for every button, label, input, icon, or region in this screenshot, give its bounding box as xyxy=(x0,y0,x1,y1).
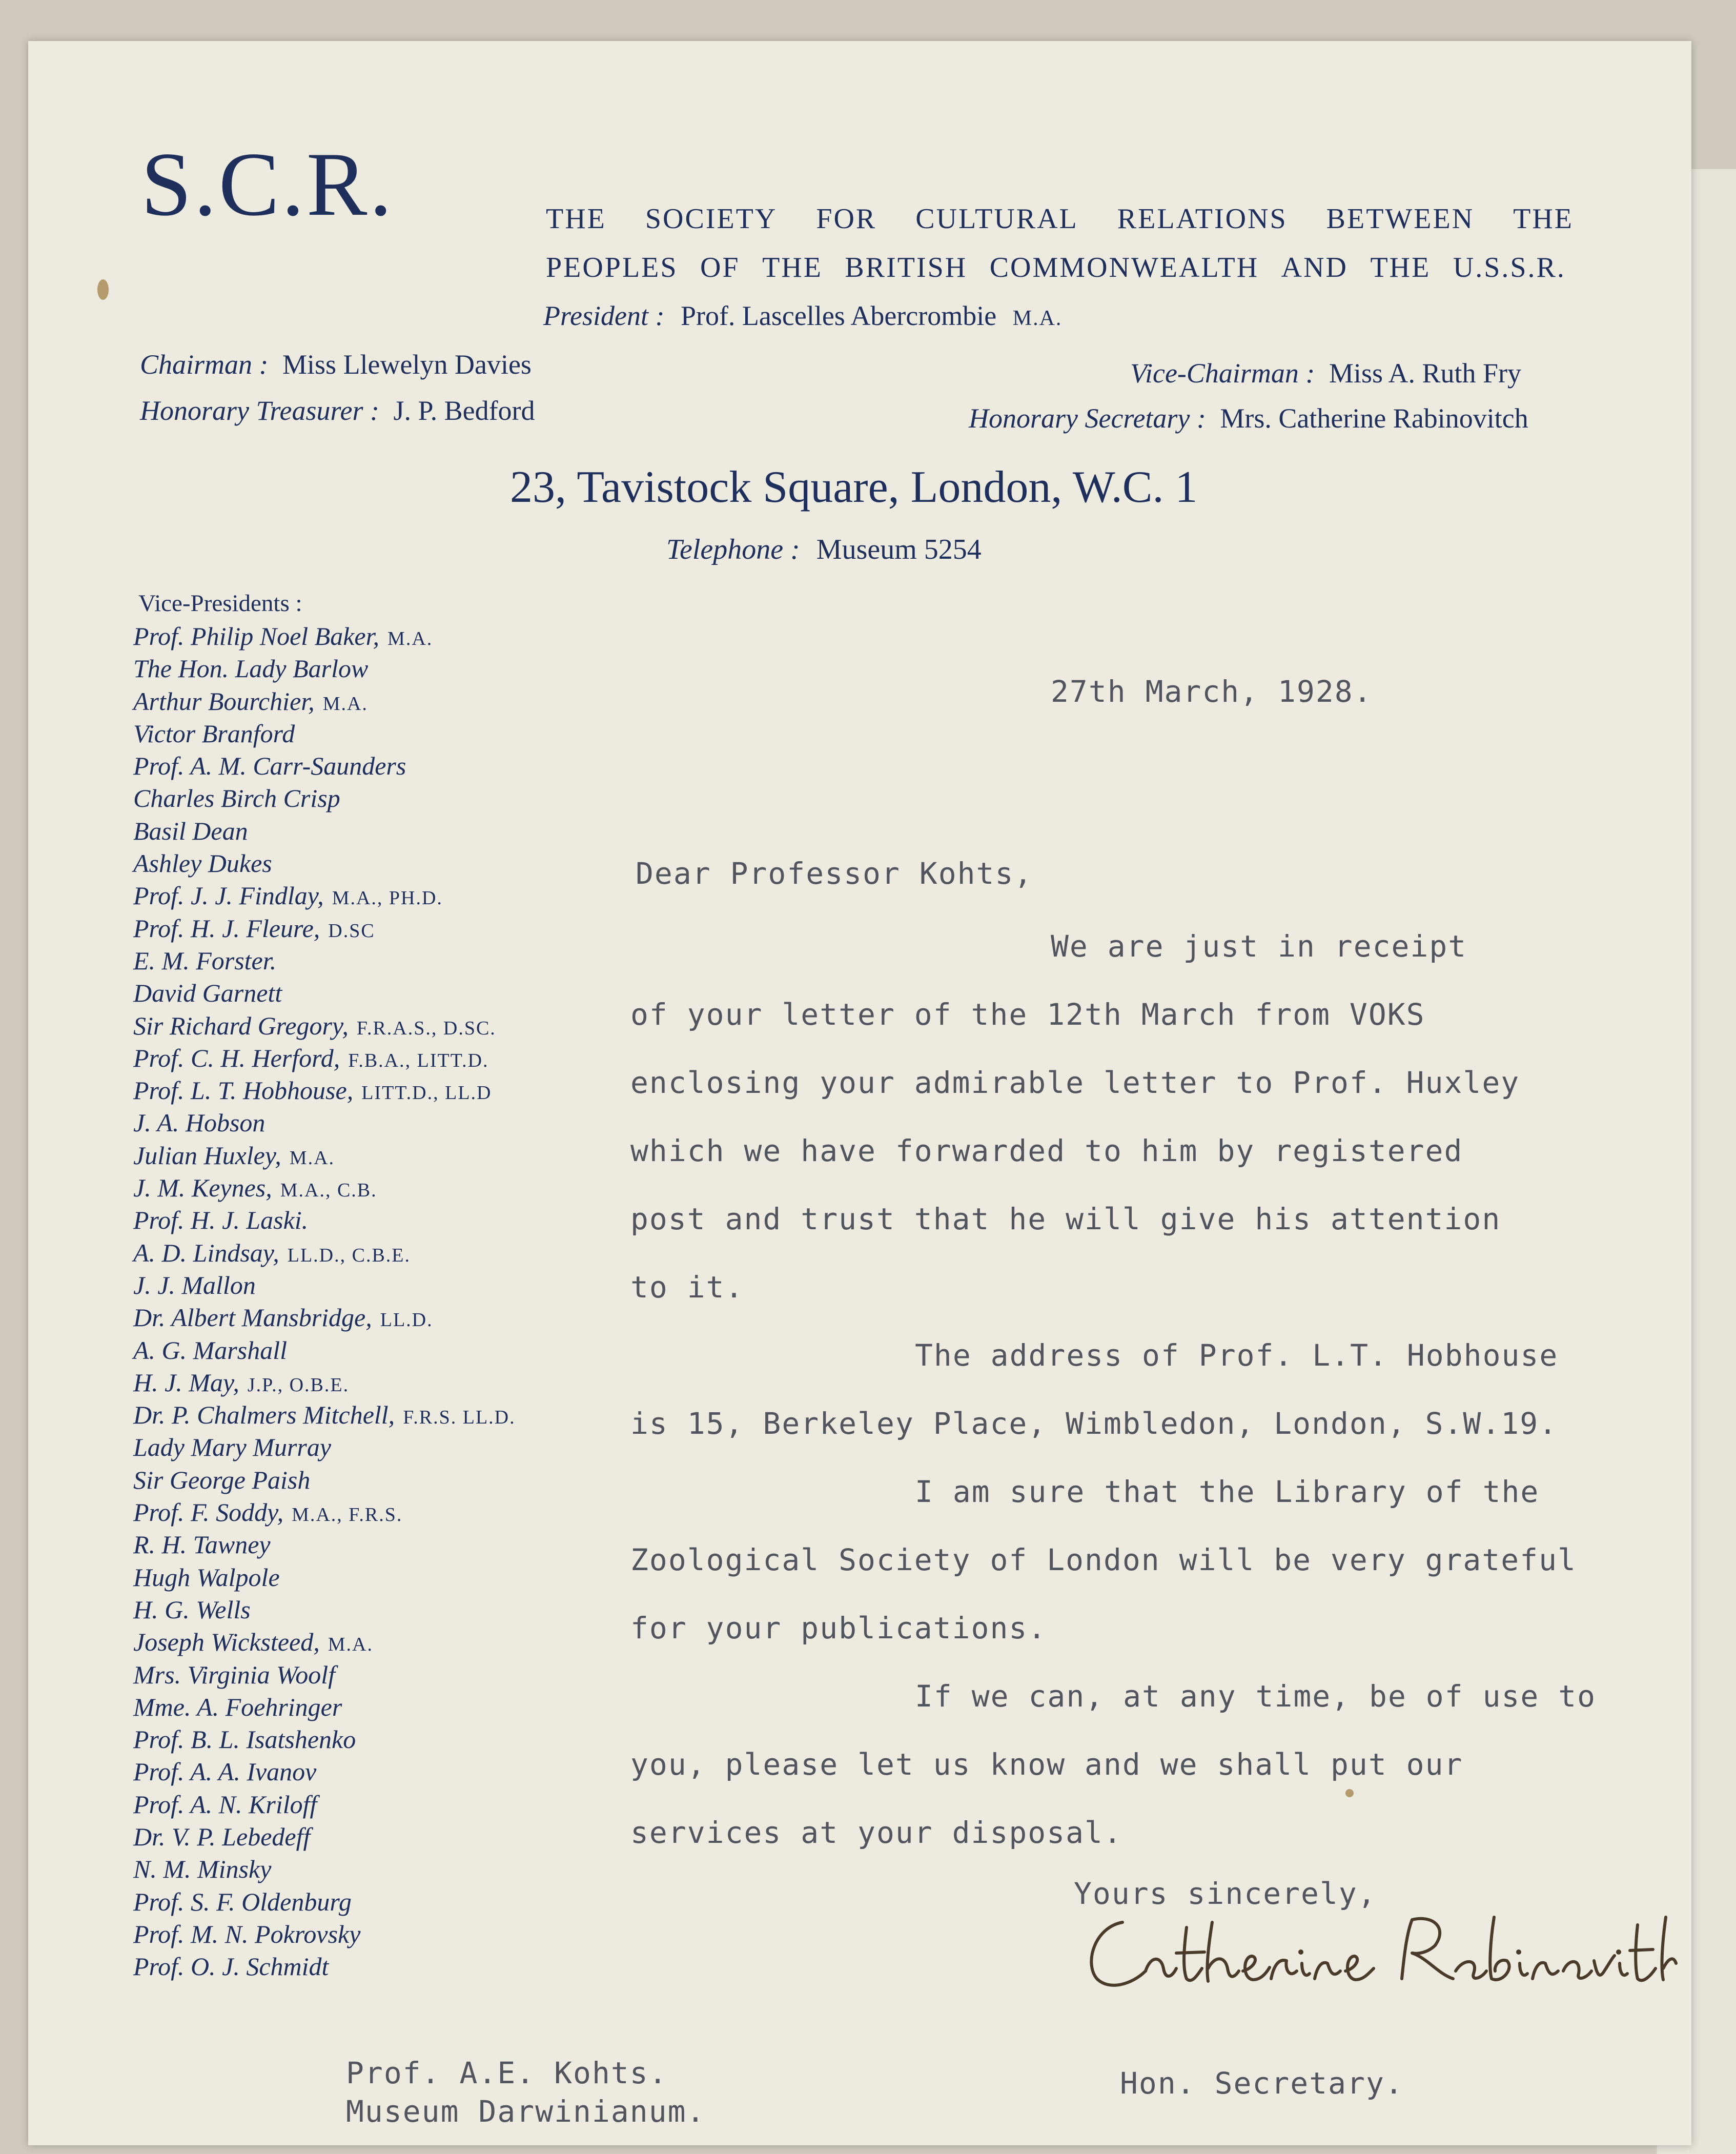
vice-president-degree: F.R.S. LL.D. xyxy=(403,1407,516,1429)
letter-body-line: Zoological Society of London will be very grateful xyxy=(630,1542,1577,1577)
vice-president-degree: F.B.A., LITT.D. xyxy=(348,1049,489,1071)
vice-president-name: Mme. A. Foehringer xyxy=(133,1692,342,1721)
vice-president-item xyxy=(133,880,646,912)
vice-chairman-name: Miss A. Ruth Fry xyxy=(1329,358,1522,389)
letter-salutation: Dear Professor Kohts, xyxy=(636,856,1033,891)
vice-president-name: The Hon. Lady Barlow xyxy=(133,654,369,683)
vice-president-item xyxy=(133,1659,646,1691)
vice-president-item xyxy=(133,1367,646,1399)
vice-president-item xyxy=(133,1886,646,1918)
vice-president-item xyxy=(133,1918,646,1950)
vice-president-degree: M.A. xyxy=(289,1147,335,1169)
vice-president-degree: D.SC xyxy=(328,920,375,942)
vice-presidents-title: Vice-Presidents : xyxy=(138,590,302,617)
vice-president-name: Mrs. Virginia Woolf xyxy=(133,1660,336,1689)
vice-president-item xyxy=(133,1399,646,1431)
vice-president-name: Prof. A. N. Kriloff xyxy=(133,1790,317,1819)
vice-president-item xyxy=(133,1204,646,1236)
vice-president-item xyxy=(133,620,646,653)
society-word: OF xyxy=(700,252,740,283)
vice-president-name: Sir George Paish xyxy=(133,1465,311,1494)
vice-president-degree: LL.D., C.B.E. xyxy=(287,1244,411,1266)
vice-president-item xyxy=(133,1529,646,1561)
vice-president-name: Dr. Albert Mansbridge, xyxy=(133,1303,372,1332)
letter-closing: Yours sincerely, xyxy=(1074,1876,1377,1911)
vice-president-name: R. H. Tawney xyxy=(133,1530,271,1559)
society-word: CULTURAL xyxy=(915,203,1078,235)
vice-president-name: H. G. Wells xyxy=(133,1595,251,1624)
vice-president-degree: F.R.A.S., D.SC. xyxy=(356,1017,496,1039)
vice-president-item xyxy=(133,1334,646,1367)
society-word: THE xyxy=(546,203,606,235)
vice-president-item xyxy=(133,1140,646,1172)
vice-president-degree: M.A., PH.D. xyxy=(332,887,443,909)
vice-president-degree: M.A., C.B. xyxy=(280,1180,377,1202)
vice-president-name: David Garnett xyxy=(133,979,282,1008)
vice-president-degree: M.A. xyxy=(328,1634,373,1656)
chairman-role: Chairman : xyxy=(140,349,269,380)
society-name-line-2 xyxy=(546,243,1566,292)
vice-president-item xyxy=(133,718,646,750)
vice-president-name: Dr. P. Chalmers Mitchell, xyxy=(133,1400,395,1430)
vice-president-name: Prof. B. L. Isatshenko xyxy=(133,1725,356,1754)
vice-chairman-role: Vice-Chairman : xyxy=(1130,358,1315,389)
society-word: THE xyxy=(762,252,823,283)
vice-presidents-list xyxy=(133,620,646,1983)
letter-date: 27th March, 1928. xyxy=(1051,674,1373,709)
vice-president-item xyxy=(133,1789,646,1821)
vice-president-item xyxy=(133,945,646,977)
vice-president-name: A. D. Lindsay, xyxy=(133,1238,279,1267)
vice-president-item xyxy=(133,1302,646,1334)
vice-president-item xyxy=(133,1950,646,1983)
vice-president-name: Victor Branford xyxy=(133,719,295,748)
vice-president-degree: J.P., O.B.E. xyxy=(247,1374,350,1396)
vice-president-item xyxy=(133,1172,646,1204)
vice-president-item xyxy=(133,1561,646,1594)
vice-president-item xyxy=(133,782,646,815)
vice-president-name: Prof. A. A. Ivanov xyxy=(133,1757,317,1786)
letter-body-line: services at your disposal. xyxy=(630,1815,1122,1850)
handwritten-signature xyxy=(1074,1907,1679,2006)
recipient-name: Prof. A.E. Kohts. xyxy=(346,2056,668,2090)
vice-president-item xyxy=(133,1074,646,1107)
vice-president-name: Joseph Wicksteed, xyxy=(133,1628,320,1657)
society-word: THE xyxy=(1370,252,1431,283)
society-word: BRITISH xyxy=(845,252,968,283)
letter-body-line: If we can, at any time, be of use to xyxy=(915,1679,1597,1714)
signatory-title: Hon. Secretary. xyxy=(1120,2066,1404,2101)
vice-president-name: Prof. M. N. Pokrovsky xyxy=(133,1919,361,1948)
vice-president-name: E. M. Forster. xyxy=(133,946,277,975)
vice-president-name: Sir Richard Gregory, xyxy=(133,1011,349,1040)
letter-body-line: for your publications. xyxy=(630,1611,1047,1645)
vice-president-item xyxy=(133,1464,646,1496)
vice-president-item xyxy=(133,815,646,847)
society-word: COMMONWEALTH xyxy=(989,252,1259,283)
vice-president-item xyxy=(133,977,646,1009)
vice-president-name: A. G. Marshall xyxy=(133,1335,287,1365)
chairman-line xyxy=(140,349,532,380)
society-word: FOR xyxy=(816,203,877,235)
telephone-value: Museum 5254 xyxy=(816,534,982,565)
secretary-role: Honorary Secretary : xyxy=(969,403,1206,434)
vice-president-degree: M.A. xyxy=(387,628,433,649)
vice-president-degree: M.A., F.R.S. xyxy=(292,1504,403,1526)
vice-president-name: Prof. Philip Noel Baker, xyxy=(133,622,380,651)
vice-president-name: Lady Mary Murray xyxy=(133,1433,332,1462)
vice-president-name: H. J. May, xyxy=(133,1368,239,1397)
vice-president-name: Basil Dean xyxy=(133,816,248,845)
letter-sheet xyxy=(28,41,1691,2145)
vice-president-item xyxy=(133,847,646,880)
stain-mark xyxy=(97,279,109,300)
president-name: Prof. Lascelles Abercrombie xyxy=(680,300,997,331)
society-word: U.S.S.R. xyxy=(1453,252,1566,283)
vice-president-name: J. A. Hobson xyxy=(133,1108,265,1137)
society-word: PEOPLES xyxy=(546,252,678,283)
vice-president-name: Ashley Dukes xyxy=(133,849,272,878)
society-word: AND xyxy=(1281,252,1348,283)
vice-president-name: Prof. S. F. Oldenburg xyxy=(133,1887,352,1916)
letter-body-line: The address of Prof. L.T. Hobhouse xyxy=(915,1338,1559,1373)
letter-body xyxy=(630,912,1666,1867)
letter-body-line: of your letter of the 12th March from VOKS xyxy=(630,997,1425,1032)
society-address: 23, Tavistock Square, London, W.C. 1 xyxy=(510,462,1198,512)
vice-president-degree: LITT.D., LL.D xyxy=(361,1082,492,1104)
society-word: SOCIETY xyxy=(645,203,778,235)
vice-president-name: J. M. Keynes, xyxy=(133,1173,272,1203)
letter-body-line: I am sure that the Library of the xyxy=(915,1474,1540,1509)
vice-president-item xyxy=(133,1269,646,1302)
vice-president-item xyxy=(133,653,646,685)
vice-president-name: Prof. O. J. Schmidt xyxy=(133,1952,329,1981)
vice-president-item xyxy=(133,1756,646,1788)
vice-president-name: J. J. Mallon xyxy=(133,1270,256,1299)
vice-president-name: Prof. H. J. Fleure, xyxy=(133,913,320,943)
vice-president-item xyxy=(133,685,646,718)
vice-president-item xyxy=(133,1626,646,1658)
telephone-role: Telephone : xyxy=(666,534,800,565)
vice-president-name: Charles Birch Crisp xyxy=(133,784,340,813)
letter-body-line: is 15, Berkeley Place, Wimbledon, London, S.W.19. xyxy=(630,1406,1558,1441)
secretary-name: Mrs. Catherine Rabinovitch xyxy=(1220,403,1528,434)
telephone-line xyxy=(666,533,982,566)
president-degree: M.A. xyxy=(1012,307,1063,330)
vice-president-name: Prof. L. T. Hobhouse, xyxy=(133,1076,354,1105)
vice-president-name: Julian Huxley, xyxy=(133,1141,281,1170)
vice-president-name: Arthur Bourchier, xyxy=(133,686,315,716)
treasurer-line xyxy=(140,395,535,426)
scr-logo: S.C.R. xyxy=(141,133,394,235)
treasurer-name: J. P. Bedford xyxy=(393,395,535,426)
president-role: President : xyxy=(543,300,665,331)
society-word: RELATIONS xyxy=(1117,203,1288,235)
vice-president-name: Hugh Walpole xyxy=(133,1562,280,1592)
vice-president-item xyxy=(133,1723,646,1756)
vice-president-name: Prof. C. H. Herford, xyxy=(133,1043,340,1072)
vice-president-name: Dr. V. P. Lebedeff xyxy=(133,1822,311,1851)
president-line xyxy=(543,300,1062,332)
vice-president-name: N. M. Minsky xyxy=(133,1855,272,1884)
vice-president-item xyxy=(133,1107,646,1139)
vice-chairman-line xyxy=(1130,357,1521,389)
vice-president-item xyxy=(133,1594,646,1626)
letter-body-line: to it. xyxy=(630,1270,744,1305)
vice-president-item xyxy=(133,1237,646,1269)
treasurer-role: Honorary Treasurer : xyxy=(140,395,380,426)
letter-body-line: post and trust that he will give his attention xyxy=(630,1202,1501,1236)
vice-president-degree: LL.D. xyxy=(380,1309,433,1331)
vice-president-item xyxy=(133,1496,646,1529)
vice-president-item xyxy=(133,1042,646,1074)
vice-president-item xyxy=(133,1691,646,1723)
vice-president-item xyxy=(133,1431,646,1464)
vice-president-item xyxy=(133,1010,646,1042)
vice-president-item xyxy=(133,750,646,782)
vice-president-name: Prof. H. J. Laski. xyxy=(133,1206,309,1235)
society-word: THE xyxy=(1513,203,1574,235)
vice-president-degree: M.A. xyxy=(322,693,368,715)
vice-president-item xyxy=(133,1853,646,1885)
letter-body-line: which we have forwarded to him by registered xyxy=(630,1133,1463,1168)
vice-president-item xyxy=(133,912,646,945)
chairman-name: Miss Llewelyn Davies xyxy=(282,349,532,380)
society-name xyxy=(546,195,1574,292)
vice-president-name: Prof. F. Soddy, xyxy=(133,1498,284,1527)
letter-body-line: We are just in receipt xyxy=(1051,929,1467,964)
vice-president-name: Prof. J. J. Findlay, xyxy=(133,881,324,910)
secretary-line xyxy=(969,402,1528,434)
recipient-institution: Museum Darwinianum. xyxy=(346,2094,706,2129)
vice-president-item xyxy=(133,1821,646,1853)
vice-president-name: Prof. A. M. Carr-Saunders xyxy=(133,751,406,781)
society-word: BETWEEN xyxy=(1326,203,1475,235)
letter-body-line: enclosing your admirable letter to Prof. Huxley xyxy=(630,1065,1520,1100)
society-name-line-1 xyxy=(546,195,1574,243)
letter-body-line: you, please let us know and we shall put our xyxy=(630,1747,1463,1782)
signature-graphic xyxy=(1074,1907,1679,2004)
